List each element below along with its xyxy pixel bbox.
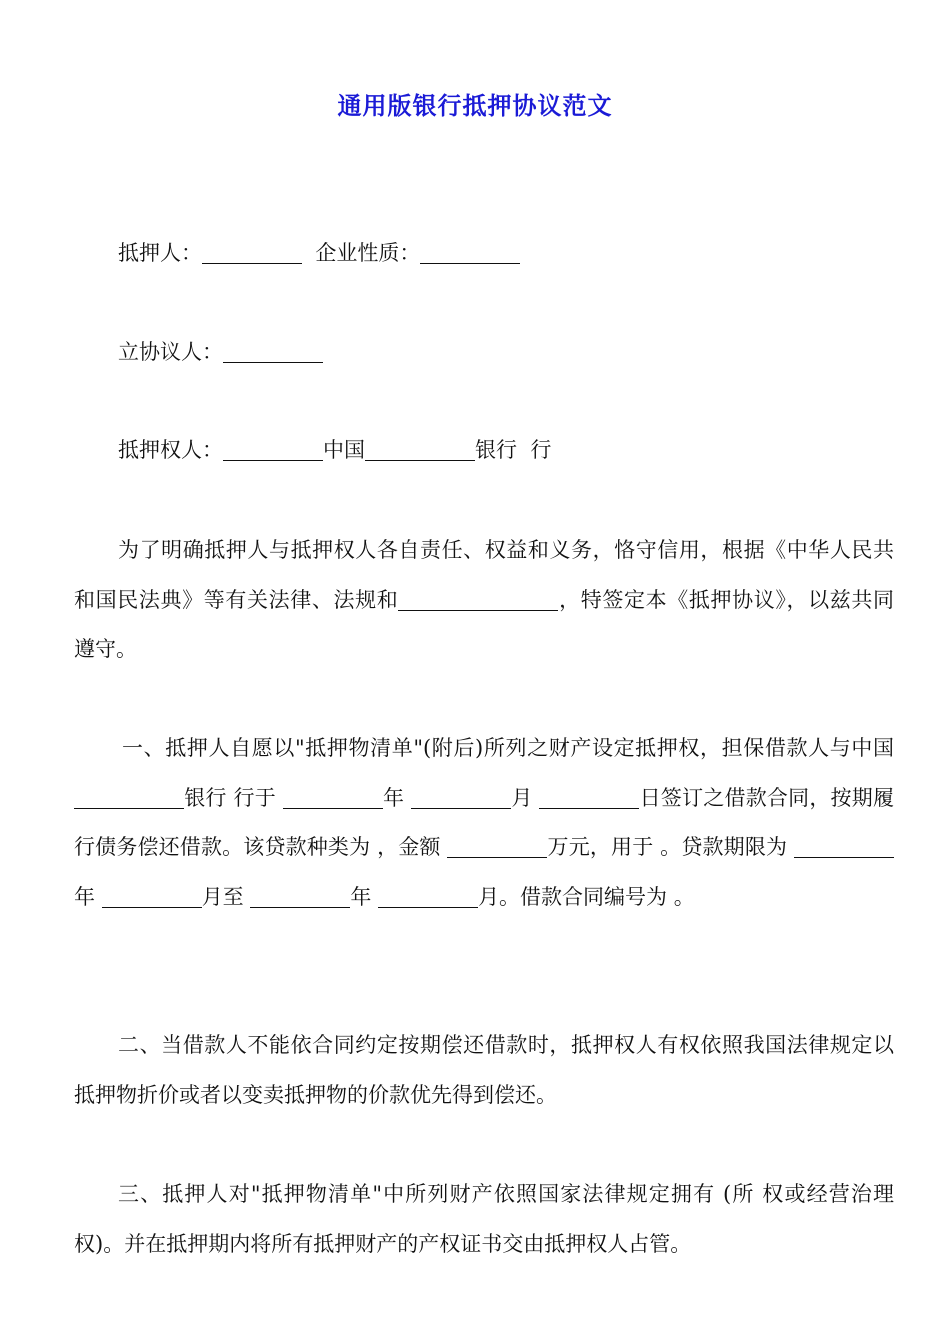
mortgagee-label: 抵押权人： (118, 438, 223, 462)
mortgagee-line (118, 435, 551, 465)
clause1-end-month-blank (378, 885, 478, 908)
enterprise-blank (420, 241, 520, 264)
agreement-party-line (118, 337, 323, 367)
branch-text: 行 (530, 438, 552, 462)
clause1-amount-blank (447, 835, 547, 858)
preamble-blank (398, 588, 558, 611)
clause-1-paragraph: 一、抵押人自愿以"抵押物清单"(附后)所列之财产设定抵押权，担保借款人与中国银行 行于 年 月 日签订之借款合同，按期履行债务偿还借款。该贷款种类为 ，金额 万元，用于 。贷款期限为 年 月至 年 月。借款合同编号为 。 (74, 736, 894, 909)
preamble-paragraph: 为了明确抵押人与抵押权人各自责任、权益和义务，恪守信用，根据《中华人民共和国民法典》等有关法律、法规和 ，特签定本《抵押协议》，以兹共同遵守。 (74, 538, 895, 661)
clause1-start-month-blank (102, 885, 202, 908)
clause1-year-blank (283, 786, 383, 809)
mortgagor-line (118, 238, 520, 268)
enterprise-label: 企业性质： (315, 241, 421, 265)
clause1-start-year-blank (794, 835, 894, 858)
china-text: 中国 (323, 438, 365, 462)
bank-name-blank (365, 438, 475, 461)
mortgagor-label: 抵押人： (118, 241, 202, 265)
clause-3-paragraph: 三、抵押人对"抵押物清单"中所列财产依照国家法律规定拥有 (所 权或经营治理权)。并在抵押期内将所有抵押财产的产权证书交由抵押权人占管。 (74, 1182, 894, 1256)
clause1-end-year-blank (250, 885, 350, 908)
agreement-party-blank (223, 340, 323, 363)
bank-text: 银行 (475, 438, 517, 462)
clause1-day-blank (539, 786, 639, 809)
agreement-party-label: 立协议人： (118, 340, 223, 364)
document-title: 通用版银行抵押协议范文 (337, 92, 613, 120)
clause-2-paragraph: 二、当借款人不能依合同约定按期偿还借款时，抵押权人有权依照我国法律规定以抵押物折价或者以变卖抵押物的价款优先得到偿还。 (74, 1033, 894, 1107)
mortgagee-blank (223, 438, 323, 461)
mortgagor-blank (202, 241, 302, 264)
clause1-bank-blank (74, 786, 184, 809)
clause1-month-blank (411, 786, 511, 809)
